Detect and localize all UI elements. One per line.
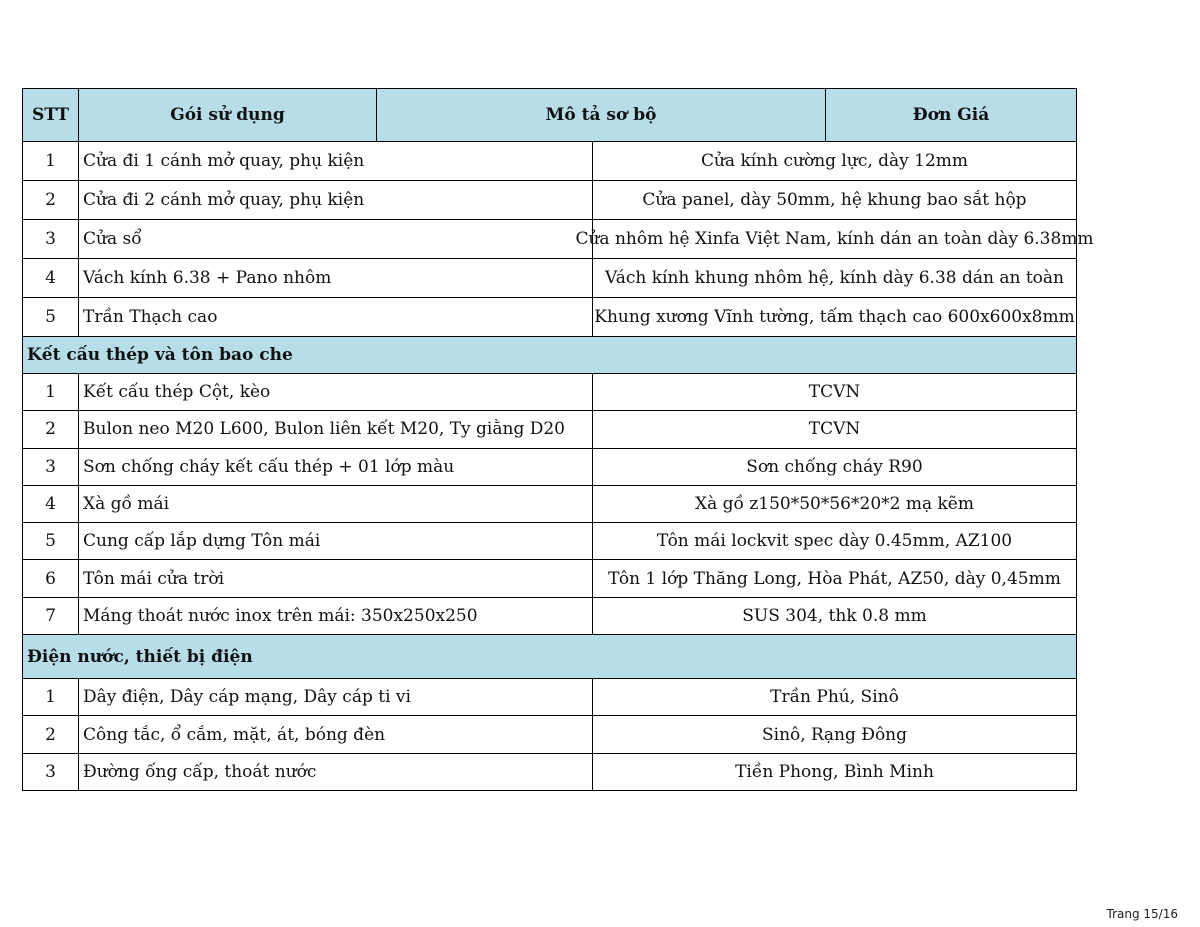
row-item-desc: Cửa kính cường lực, dày 12mm — [700, 151, 969, 171]
row-item-desc: Tiền Phong, Bình Minh — [735, 761, 934, 782]
row-item-name: Cửa đi 2 cánh mở quay, phụ kiện — [79, 181, 593, 219]
table-row — [22, 560, 1077, 597]
row-stt: 3 — [23, 754, 79, 790]
row-stt: 6 — [23, 560, 79, 596]
table-row — [22, 679, 1077, 716]
row-stt: 5 — [23, 523, 79, 559]
row-item-name: Trần Thạch cao — [79, 298, 593, 336]
header-stt: STT — [23, 89, 79, 141]
quotation-table — [22, 88, 1094, 791]
table-row — [22, 598, 1077, 635]
row-stt: 4 — [23, 486, 79, 522]
row-item-name: Cửa sổ — [79, 220, 593, 258]
table-row — [22, 220, 1094, 259]
row-item-name: Tôn mái cửa trời — [79, 560, 593, 596]
row-item-desc: TCVN — [808, 419, 861, 440]
row-item-name: Kết cấu thép Cột, kèo — [79, 374, 593, 410]
table-row — [22, 754, 1077, 791]
table-row — [22, 259, 1077, 298]
table-row — [22, 374, 1077, 411]
row-item-desc: Tôn mái lockvit spec dày 0.45mm, AZ100 — [656, 531, 1013, 552]
row-item-desc: Cửa nhôm hệ Xinfa Việt Nam, kính dán an toàn dày 6.38mm — [575, 229, 1094, 249]
table-row — [22, 181, 1077, 220]
row-item-name: Công tắc, ổ cắm, mặt, át, bóng đèn — [79, 716, 593, 752]
row-item-desc: Cửa panel, dày 50mm, hệ khung bao sắt hộp — [642, 190, 1027, 210]
page-number: Trang 15/16 — [1106, 907, 1178, 921]
row-item-desc: Trần Phú, Sinô — [770, 687, 899, 708]
row-item-name: Xà gồ mái — [79, 486, 593, 522]
section-title: Điện nước, thiết bị điện — [27, 646, 253, 667]
row-item-name: Máng thoát nước inox trên mái: 350x250x250 — [79, 598, 593, 634]
row-stt: 7 — [23, 598, 79, 634]
table-row — [22, 142, 1077, 181]
table-row — [22, 298, 1077, 337]
row-stt: 3 — [23, 449, 79, 485]
row-item-name: Vách kính 6.38 + Pano nhôm — [79, 259, 593, 297]
row-stt: 1 — [23, 142, 79, 180]
row-stt: 2 — [23, 181, 79, 219]
row-item-name: Bulon neo M20 L600, Bulon liên kết M20, Ty giằng D20 — [79, 411, 593, 447]
row-item-name: Đường ống cấp, thoát nước — [79, 754, 593, 790]
table-row — [22, 523, 1077, 560]
row-item-desc: Tôn 1 lớp Thăng Long, Hòa Phát, AZ50, dày 0,45mm — [608, 568, 1061, 589]
row-item-desc: Sinô, Rạng Đông — [761, 724, 908, 745]
table-row — [22, 411, 1077, 448]
row-item-desc: SUS 304, thk 0.8 mm — [742, 605, 927, 626]
row-item-desc: TCVN — [808, 382, 861, 403]
header-goi-su-dung: Gói sử dụng — [79, 89, 377, 141]
row-item-desc: Khung xương Vĩnh tường, tấm thạch cao 600x600x8mm — [594, 307, 1075, 327]
section-title: Kết cấu thép và tôn bao che — [27, 345, 293, 365]
table-row — [22, 486, 1077, 523]
row-item-desc: Xà gồ z150*50*56*20*2 mạ kẽm — [695, 494, 974, 515]
row-stt: 2 — [23, 716, 79, 752]
section-heading-ket-cau-thep — [22, 337, 1077, 374]
section-heading-dien-nuoc — [22, 635, 1077, 679]
table-row — [22, 449, 1077, 486]
row-item-name: Sơn chống cháy kết cấu thép + 01 lớp màu — [79, 449, 593, 485]
row-item-name: Cung cấp lắp dựng Tôn mái — [79, 523, 593, 559]
row-item-name: Dây điện, Dây cáp mạng, Dây cáp ti vi — [79, 679, 593, 715]
table-header — [22, 88, 1077, 142]
header-don-gia: Đơn Giá — [912, 105, 990, 125]
row-item-desc: Sơn chống cháy R90 — [746, 456, 923, 477]
row-stt: 4 — [23, 259, 79, 297]
row-item-name: Cửa đi 1 cánh mở quay, phụ kiện — [79, 142, 593, 180]
row-stt: 3 — [23, 220, 79, 258]
row-stt: 5 — [23, 298, 79, 336]
table-row — [22, 716, 1077, 753]
header-mo-ta: Mô tả sơ bộ — [377, 89, 826, 141]
row-stt: 2 — [23, 411, 79, 447]
row-stt: 1 — [23, 679, 79, 715]
row-stt: 1 — [23, 374, 79, 410]
row-item-desc: Vách kính khung nhôm hệ, kính dày 6.38 dán an toàn — [605, 268, 1064, 288]
